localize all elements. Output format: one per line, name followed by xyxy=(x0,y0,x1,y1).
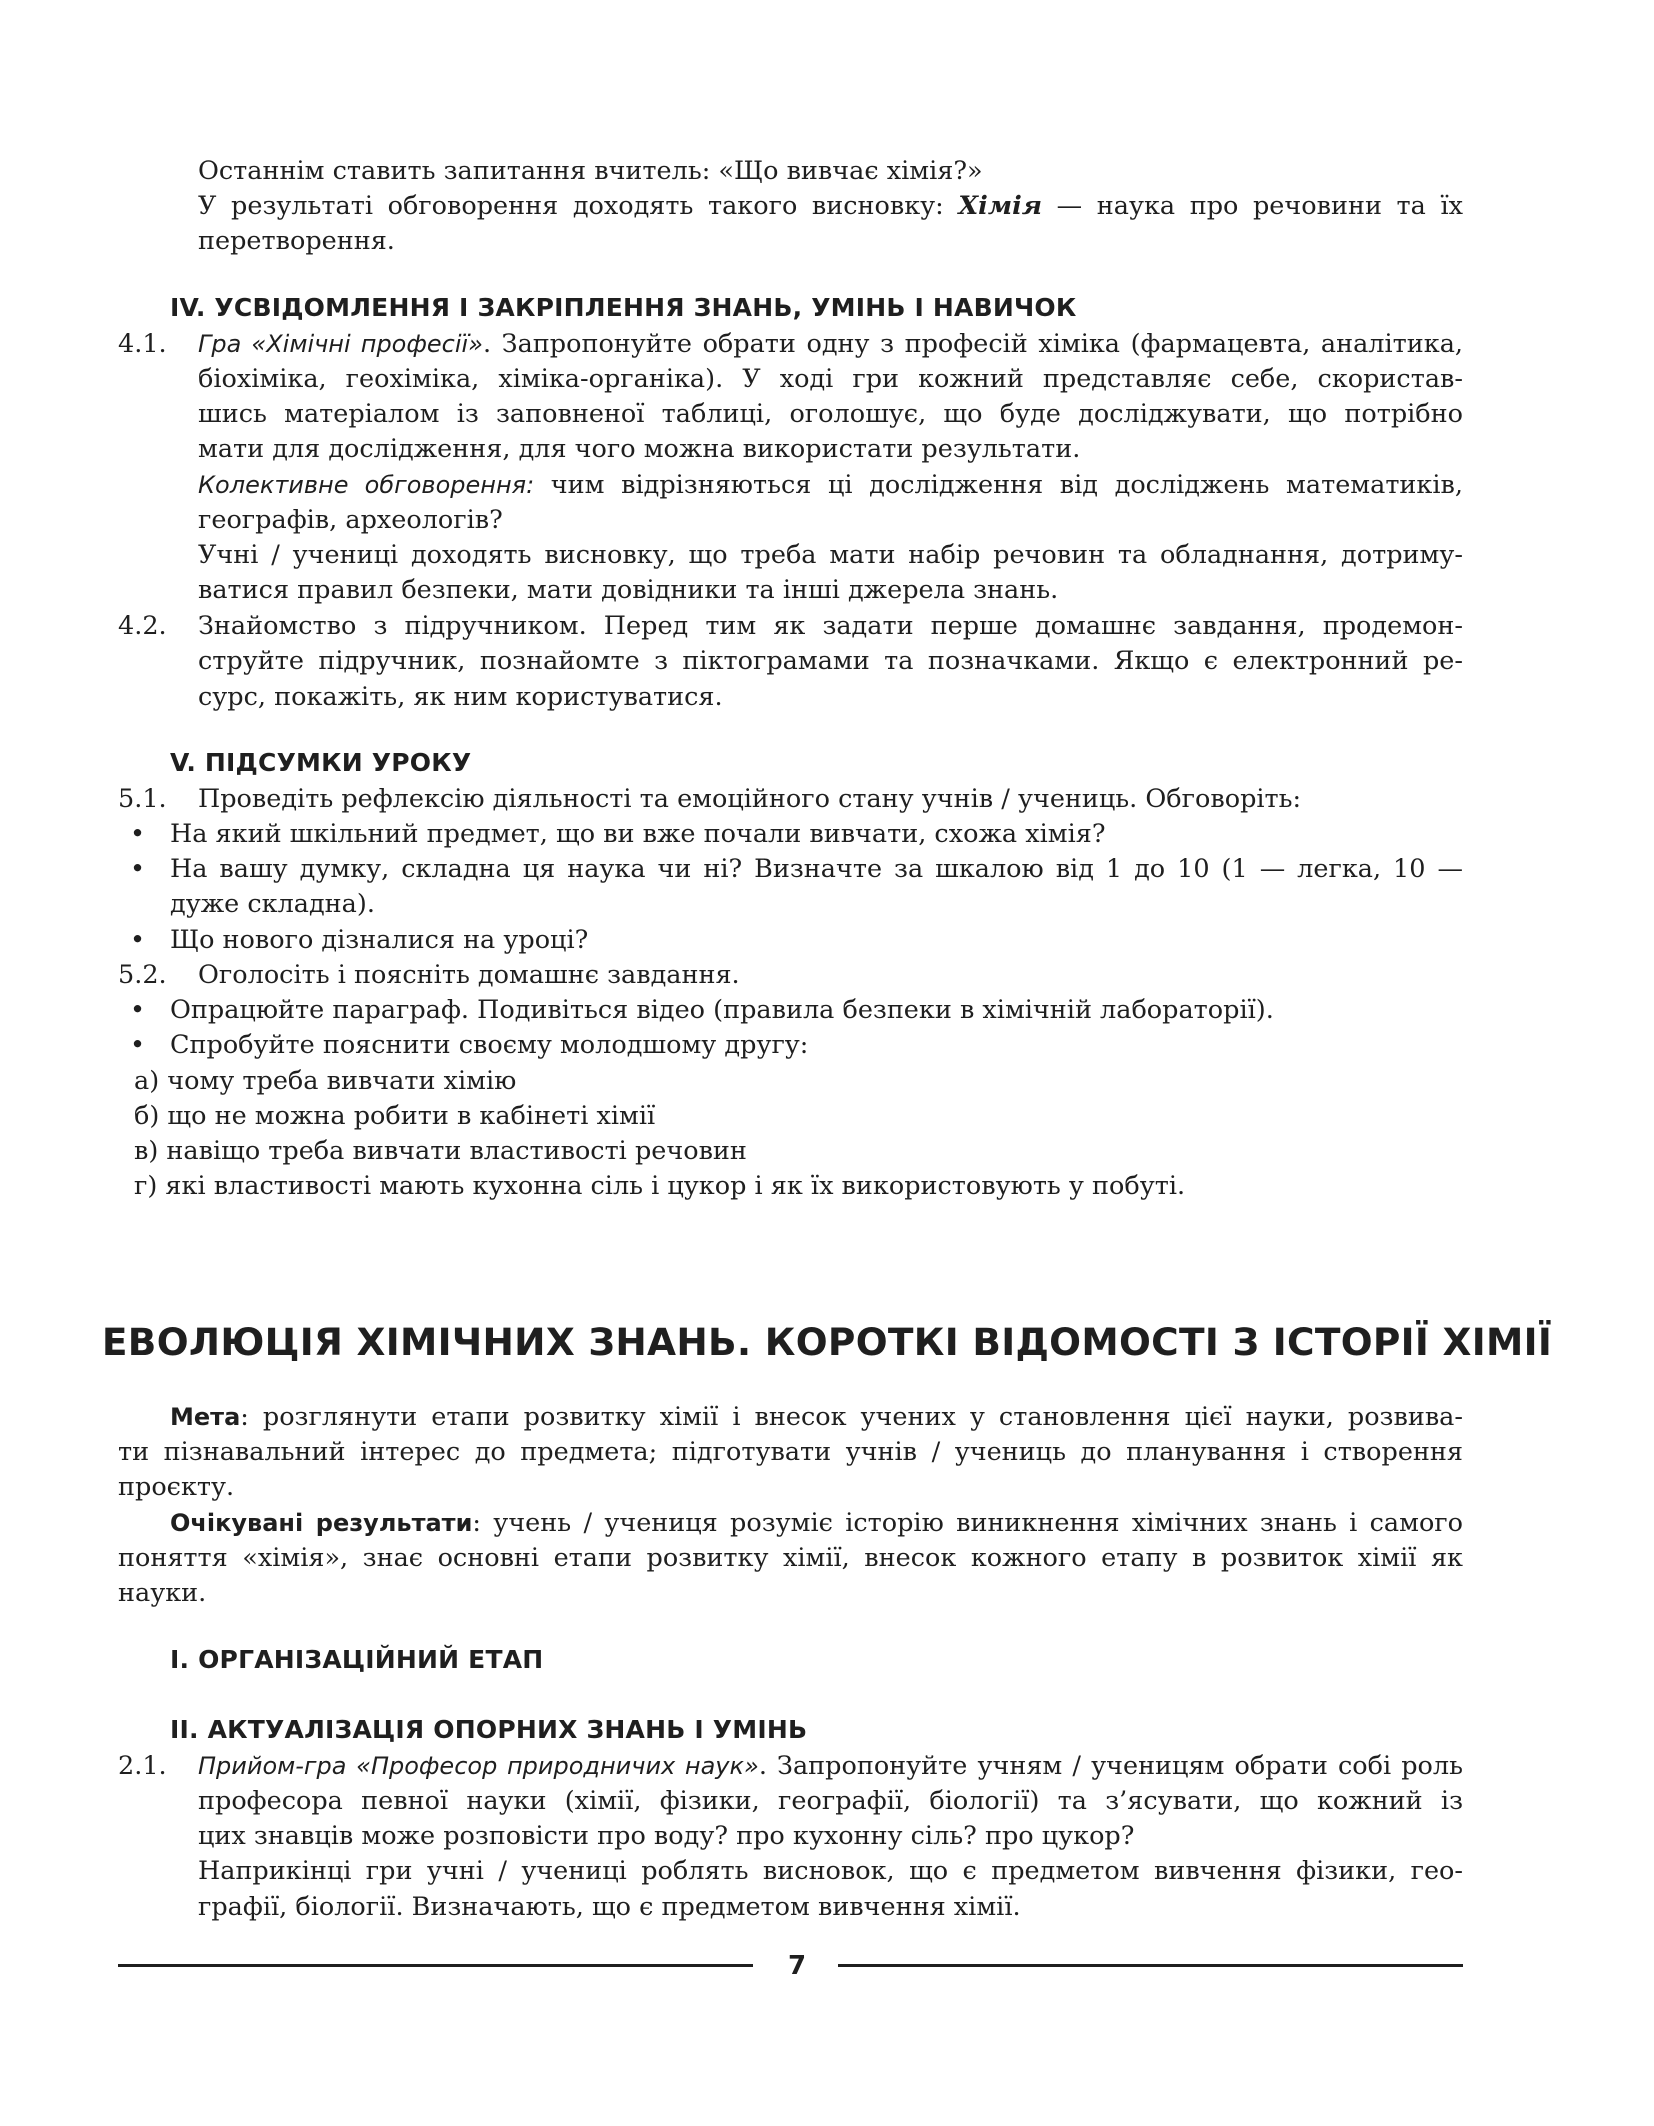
intro-line-2 xyxy=(198,189,1463,225)
item-4-1-line-5-text: чим відрізняються ці дослідження від досліджень математиків, xyxy=(534,470,1463,500)
footer-rule-right xyxy=(838,1964,1463,1967)
item-4-1-line-1 xyxy=(198,327,1463,363)
results-line-3: науки. xyxy=(118,1578,207,1608)
item-2-1-line-5: графії, біології. Визначають, що є предметом вивчення хімії. xyxy=(198,1892,1021,1922)
item-5-1-bullet-2-line-1: На вашу думку, складна ця наука чи ні? Визначте за шкалою від 1 до 10 (1 — легка, 10 — xyxy=(170,854,1463,884)
section-2-heading: II. АКТУАЛІЗАЦІЯ ОПОРНИХ ЗНАНЬ І УМІНЬ xyxy=(170,1715,808,1744)
bullet-icon: • xyxy=(130,995,146,1025)
footer-rule-left xyxy=(118,1964,753,1967)
goal-line-1 xyxy=(170,1400,1463,1436)
item-4-1-line-7: Учні / учениці доходять висновку, що треба мати набір речовин та обладнання, дотриму- xyxy=(198,540,1463,570)
goal-label: Мета xyxy=(170,1403,241,1431)
bullet-icon: • xyxy=(130,854,146,884)
results-line-2: поняття «хімія», знає основні етапи розвитку хімії, внесок кожного етапу в розвиток хімії як xyxy=(118,1543,1463,1573)
item-4-1-line-2: біохіміка, геохіміка, хіміка-органіка). У ході гри кожний представляє себе, скористав- xyxy=(198,364,1463,394)
intro-line-2-end: — наука про речовини та їх xyxy=(1042,191,1463,221)
homework-item-d: г) які властивості мають кухонна сіль і цукор і як їх використовують у побуті. xyxy=(134,1171,1186,1201)
item-4-1-line-4: мати для дослідження, для чого можна використати результати. xyxy=(198,434,1081,464)
item-5-2-text: Оголосіть і поясніть домашнє завдання. xyxy=(198,960,740,990)
item-5-2-bullet-2: Спробуйте пояснити своєму молодшому другу: xyxy=(170,1030,809,1060)
page-number: 7 xyxy=(787,1951,807,1981)
intro-line-2-text: У результаті обговорення доходять такого висновку: xyxy=(198,191,959,221)
results-line-1 xyxy=(170,1506,1463,1542)
item-4-2-line-3: сурс, покажіть, як ним користуватися. xyxy=(198,682,723,712)
results-line-1-text: : учень / учениця розуміє історію виникнення хімічних знань і самого xyxy=(472,1508,1464,1538)
item-2-1-line-1 xyxy=(198,1749,1463,1785)
item-2-1-line-1-text: . Запропонуйте учням / ученицям обрати собі роль xyxy=(758,1751,1463,1781)
item-5-1-text: Проведіть рефлексію діяльності та емоційного стану учнів / учениць. Обговоріть: xyxy=(198,784,1302,814)
chemistry-term: Хімія xyxy=(958,191,1043,221)
professor-game-title: Прийом-гра «Професор природничих наук» xyxy=(198,1752,759,1780)
item-5-1-bullet-3: Що нового дізналися на уроці? xyxy=(170,925,589,955)
bullet-icon: • xyxy=(130,1030,146,1060)
item-5-2-bullet-1: Опрацюйте параграф. Подивіться відео (правила безпеки в хімічній лабораторії). xyxy=(170,995,1274,1025)
item-4-2-line-2: струйте підручник, познайомте з піктограмами та позначками. Якщо є електронний ре- xyxy=(198,646,1463,676)
item-4-1-line-8: ватися правил безпеки, мати довідники та інші джерела знань. xyxy=(198,575,1059,605)
goal-line-1-text: : розглянути етапи розвитку хімії і внесок учених у становлення цієї науки, розвива- xyxy=(240,1402,1463,1432)
homework-item-c: в) навіщо треба вивчати властивості речовин xyxy=(134,1136,747,1166)
item-2-1-number: 2.1. xyxy=(118,1751,167,1781)
goal-line-2: ти пізнавальний інтерес до предмета; підготувати учнів / учениць до планування і створення xyxy=(118,1437,1463,1467)
lesson-title: ЕВОЛЮЦІЯ ХІМІЧНИХ ЗНАНЬ. КОРОТКІ ВІДОМОСТІ З ІСТОРІЇ ХІМІЇ xyxy=(101,1320,1553,1364)
intro-line-1: Останнім ставить запитання вчитель: «Що вивчає хімія?» xyxy=(198,156,983,186)
item-2-1-line-4: Наприкінці гри учні / учениці роблять висновок, що є предметом вивчення фізики, гео- xyxy=(198,1856,1463,1886)
homework-item-a: а) чому треба вивчати хімію xyxy=(134,1066,517,1096)
item-2-1-line-3: цих знавців може розповісти про воду? про кухонну сіль? про цукор? xyxy=(198,1821,1135,1851)
homework-item-b: б) що не можна робити в кабінеті хімії xyxy=(134,1101,656,1131)
item-4-1-line-6: географів, археологів? xyxy=(198,505,503,535)
section-1-heading: I. ОРГАНІЗАЦІЙНИЙ ЕТАП xyxy=(170,1645,544,1674)
item-5-1-bullet-2-line-2: дуже складна). xyxy=(170,889,375,919)
section-4-heading: IV. УСВІДОМЛЕННЯ І ЗАКРІПЛЕННЯ ЗНАНЬ, УМІНЬ І НАВИЧОК xyxy=(170,293,1077,322)
item-5-1-bullet-1: На який шкільний предмет, що ви вже почали вивчати, схожа хімія? xyxy=(170,819,1106,849)
item-4-1-number: 4.1. xyxy=(118,329,167,359)
results-label: Очікувані результати xyxy=(170,1509,473,1537)
item-4-2-line-1: Знайомство з підручником. Перед тим як задати перше домашнє завдання, продемон- xyxy=(198,611,1463,641)
discussion-label: Колективне обговорення: xyxy=(198,471,535,499)
bullet-icon: • xyxy=(130,819,146,849)
item-4-2-number: 4.2. xyxy=(118,611,167,641)
item-4-1-line-1-text: . Запропонуйте обрати одну з професій хіміка (фармацевта, аналітика, xyxy=(483,329,1463,359)
section-5-heading: V. ПІДСУМКИ УРОКУ xyxy=(170,748,472,777)
goal-line-3: проєкту. xyxy=(118,1472,235,1502)
item-2-1-line-2: професора певної науки (хімії, фізики, географії, біології) та з’ясувати, що кожний із xyxy=(198,1786,1463,1816)
item-4-1-line-3: шись матеріалом із заповненої таблиці, оголошує, що буде досліджувати, що потрібно xyxy=(198,399,1463,429)
item-4-1-line-5 xyxy=(198,468,1463,504)
item-5-2-number: 5.2. xyxy=(118,960,167,990)
game-title: Гра «Хімічні професії» xyxy=(198,330,483,358)
intro-line-3: перетворення. xyxy=(198,226,395,256)
bullet-icon: • xyxy=(130,925,146,955)
item-5-1-number: 5.1. xyxy=(118,784,167,814)
